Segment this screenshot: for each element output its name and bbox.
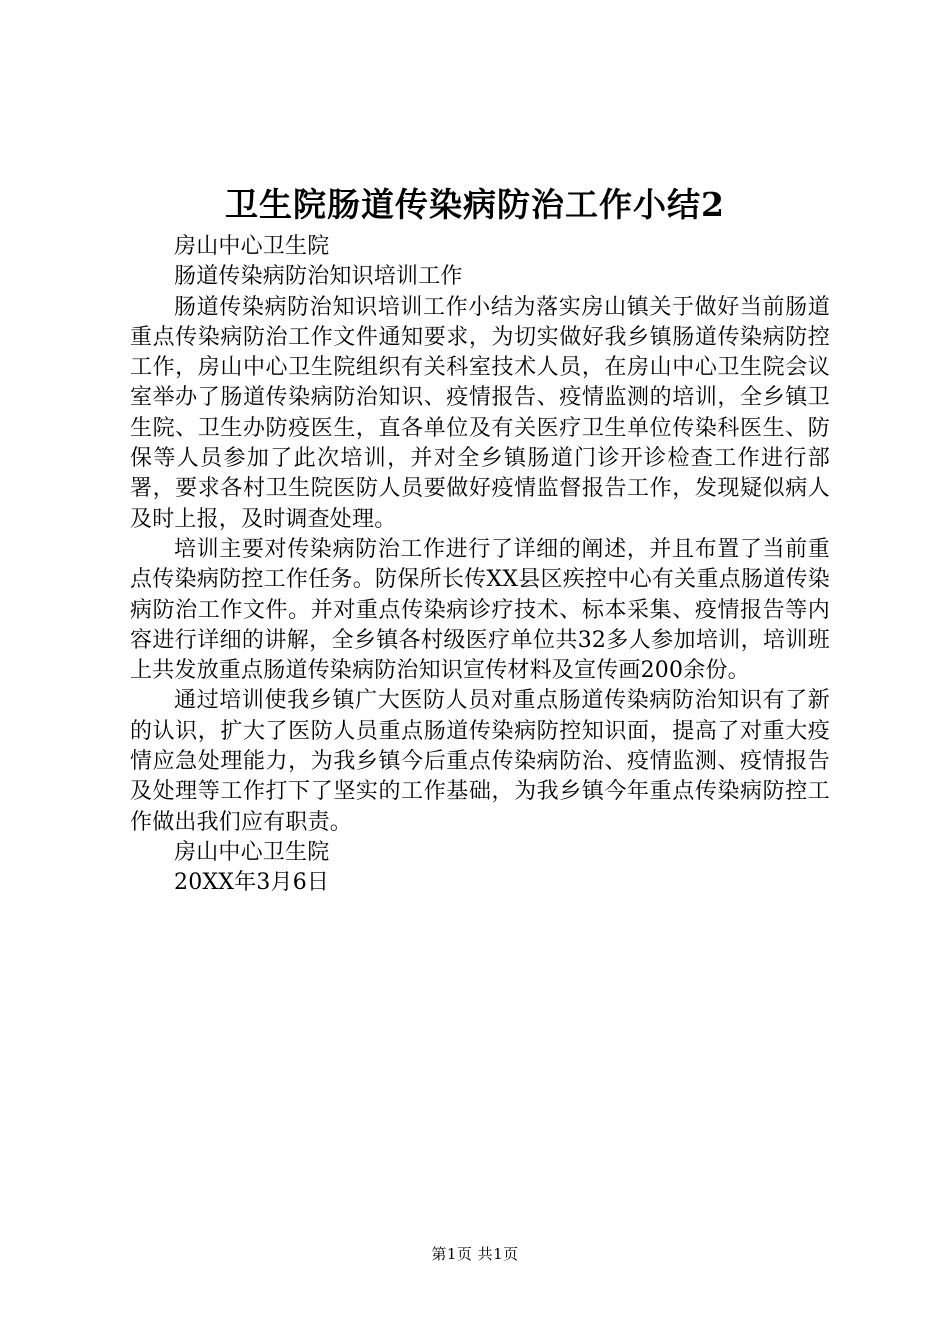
signature-organization: 房山中心卫生院 [174,839,330,865]
body-paragraph: 培训主要对传染病防治工作进行了详细的阐述，并且布置了当前重点传染病防控工作任务。防保所长传XX县区疾控中心有关重点肠道传染病防治工作文件。并对重点传染病诊疗技术、标本采集、疫情报告等内容进行详细的讲解，全乡镇各村级医疗单位共32多人参加培训，培训班上共发放重点肠道传染病防治知识宣传材料及宣传画200余份。 [130,536,830,684]
document-title: 卫生院肠道传染病防治工作小结2 [225,185,725,224]
document-body [130,232,830,899]
body-paragraph: 肠道传染病防治知识培训工作小结为落实房山镇关于做好当前肠道重点传染病防治工作文件通知要求，为切实做好我乡镇肠道传染病防控工作，房山中心卫生院组织有关科室技术人员，在房山中心卫生院会议室举办了肠道传染病防治知识、疫情报告、疫情监测的培训，全乡镇卫生院、卫生办防疫医生，直各单位及有关医疗卫生单位传染科医生、防保等人员参加了此次培训，并对全乡镇肠道门诊开诊检查工作进行部署，要求各村卫生院医防人员要做好疫情监督报告工作，发现疑似病人及时上报，及时调查处理。 [130,294,830,532]
subtitle: 肠道传染病防治知识培训工作 [174,264,463,290]
organization-name: 房山中心卫生院 [174,234,330,259]
body-paragraph: 通过培训使我乡镇广大医防人员对重点肠道传染病防治知识有了新的认识，扩大了医防人员重点肠道传染病防控知识面，提高了对重大疫情应急处理能力，为我乡镇今后重点传染病防治、疫情监测、疫情报告及处理等工作打下了坚实的工作基础，为我乡镇今年重点传染病防控工作做出我们应有职责。 [130,688,830,835]
page-number: 第1页 共1页 [431,1245,519,1263]
signature-date: 20XX年3月6日 [174,870,330,896]
